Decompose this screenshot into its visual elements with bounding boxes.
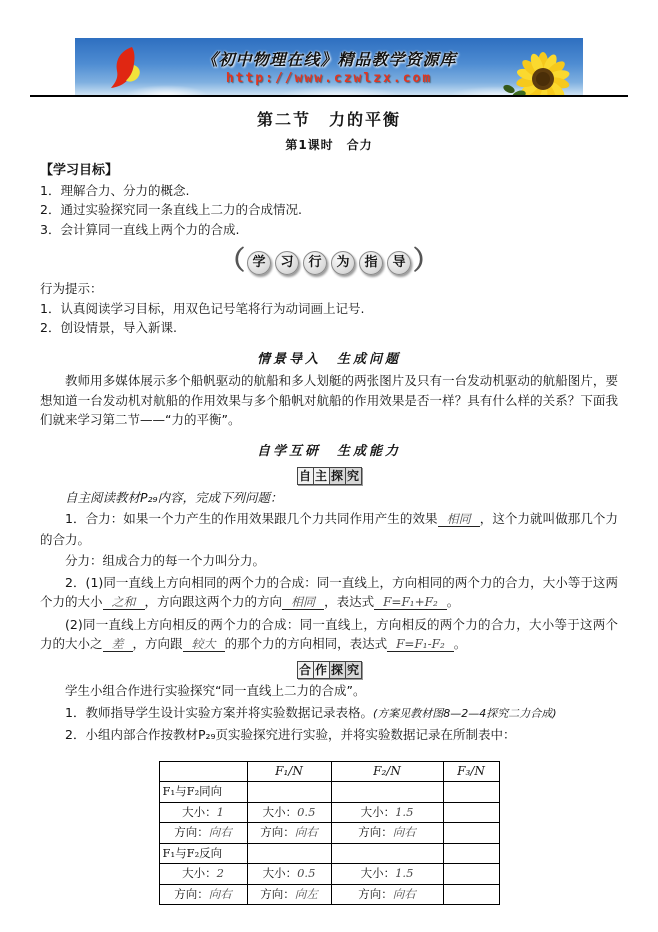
table-cell (159, 884, 247, 905)
table-row (159, 884, 499, 905)
document-body (40, 161, 618, 905)
q2b-text-mid1: ，方向跟 (132, 636, 183, 651)
table-cell (331, 802, 443, 823)
table-row (159, 864, 499, 885)
cell-label: 大小： (262, 866, 298, 880)
q2b-text-post: 。 (453, 636, 467, 651)
behavior-header: 行为提示： (40, 281, 103, 296)
table-header-cell: F₁/N (247, 761, 331, 782)
table-cell (247, 884, 331, 905)
cell-value: 1.5 (395, 866, 414, 880)
table-cell (443, 802, 499, 823)
decor-left-paren: （ (218, 246, 245, 276)
q2b-formula-blank: F=F₁-F₂ (387, 637, 454, 652)
table-header-cell: F₃/N (443, 761, 499, 782)
cell-value: 1 (216, 804, 224, 819)
cell-value: 向右 (208, 825, 232, 839)
q2b-text-mid2: 的那个力的方向相同，表达式 (224, 636, 388, 651)
coop-intro: 学生小组合作进行实验探究“同一直线上二力的合成”。 (65, 683, 366, 698)
table-cell (331, 782, 443, 803)
badge-boxes (297, 661, 362, 679)
q2b-text-pre: (2)同一直线上方向相反的两个力的合成：同一直线上，方向相反的两个力的合力，大小等于这两个力的大小之 (40, 616, 618, 651)
table-row (159, 802, 499, 823)
cell-label: 大小： (360, 804, 396, 819)
table-row (159, 782, 499, 803)
cooperative-badge (40, 660, 618, 680)
banner-title: 《初中物理在线》精品教学资源库 (201, 50, 457, 69)
fenli-line: 分力：组成合力的每一个力叫分力。 (65, 553, 266, 568)
table-header-cell (159, 761, 247, 782)
guide-char-bubble: 行 (303, 251, 327, 275)
q2b-answer-blank-1: 差 (103, 637, 133, 652)
table-cell (443, 864, 499, 885)
badge-char: 探 (330, 468, 346, 484)
table-cell (159, 864, 247, 885)
site-banner (75, 38, 583, 95)
badge-char: 作 (314, 662, 330, 678)
guide-char-bubble: 指 (359, 251, 383, 275)
table-cell (331, 823, 443, 844)
badge-char: 合 (298, 662, 314, 678)
cell-label: 方向： (358, 825, 393, 839)
objective-item: 3．会计算同一直线上两个力的合成. (40, 221, 240, 237)
cell-value: 1.5 (395, 804, 414, 819)
cell-label: 大小： (262, 804, 298, 819)
table-cell (247, 823, 331, 844)
table-cell (443, 884, 499, 905)
cell-label: 方向： (260, 886, 295, 901)
q2a-answer-blank-1: 之和 (103, 595, 145, 610)
cell-value: 向右 (208, 886, 232, 901)
table-cell (331, 884, 443, 905)
q2a-answer-blank-2: 相同 (282, 595, 324, 610)
table-cell (443, 823, 499, 844)
cell-label: 方向： (260, 825, 295, 839)
q1-answer-blank: 相同 (438, 512, 480, 527)
cell-value: 0.5 (297, 866, 316, 880)
coop-item-2: 2．小组内部合作按教材P₂₉页实验探究进行实验，并将实验数据记录在所制表中： (65, 727, 516, 742)
table-row (159, 823, 499, 844)
cell-label: 方向： (358, 886, 393, 901)
coop-item-1-text: 1．教师指导学生设计实验方案并将实验数据记录表格。 (65, 704, 373, 720)
table-cell (159, 802, 247, 823)
q2a-text-mid2: ，表达式 (324, 594, 375, 609)
site-logo-icon (103, 44, 149, 92)
cell-value: 向右 (294, 825, 318, 839)
table-cell: F₁与F₂同向 (159, 782, 247, 803)
page-subtitle: 第1课时 合力 (285, 138, 373, 152)
question-2a (40, 573, 618, 613)
table-cell (443, 782, 499, 803)
guide-char-bubble: 习 (275, 251, 299, 275)
coop-item-1-note: (方案见教材图8—2—4探究二力合成) (372, 706, 557, 720)
table-cell (247, 864, 331, 885)
badge-char: 究 (346, 469, 359, 483)
q2a-text-post: 。 (446, 594, 460, 609)
q2b-answer-blank-2: 较大 (183, 637, 225, 652)
coop-item-1 (40, 703, 618, 724)
table-cell (247, 782, 331, 803)
table-cell (443, 843, 499, 864)
table-cell (247, 843, 331, 864)
table-cell (331, 843, 443, 864)
self-study-badge (40, 466, 618, 486)
behavior-item: 1．认真阅读学习目标，用双色记号笔将行为动词画上记号. (40, 300, 365, 316)
cell-label: 大小： (182, 804, 217, 819)
badge-char: 究 (346, 662, 359, 677)
table-row (159, 843, 499, 864)
divider (30, 95, 628, 97)
table-cell (159, 823, 247, 844)
cell-label: 大小： (182, 866, 217, 880)
badge-boxes (297, 467, 362, 485)
sunflower-icon (491, 41, 583, 95)
badge-char: 探 (330, 662, 346, 678)
read-instruction: 自主阅读教材P₂₉内容，完成下列问题： (65, 489, 283, 505)
q1-text-pre: 1．合力：如果一个力产生的作用效果跟几个力共同作用产生的效果 (65, 511, 438, 526)
badge-char: 自 (298, 468, 314, 484)
section-header-scene: 情景导入 生成问题 (256, 351, 401, 367)
q2a-text-pre: 2．(1)同一直线上方向相同的两个力的合成：同一直线上，方向相同的两个力的合力，大小等于这两个力的大小 (40, 574, 618, 609)
decor-right-paren: ） (413, 246, 440, 276)
banner-url: http://www.czwlzx.com (225, 71, 433, 86)
table-header-cell: F₂/N (331, 761, 443, 782)
guide-char-bubble: 导 (387, 251, 411, 275)
table-header-row (159, 761, 499, 782)
cell-label: 方向： (174, 886, 209, 901)
cell-value: 向右 (392, 886, 416, 901)
table-cell (331, 864, 443, 885)
experiment-data-table (159, 761, 500, 906)
q1-text-post: ，这个力就叫做那几个力的合力。 (40, 511, 618, 547)
cell-label: 大小： (360, 866, 396, 880)
table-cell: F₁与F₂反向 (159, 843, 247, 864)
cell-value: 向左 (294, 886, 318, 901)
objective-item: 2．通过实验探究同一条直线上二力的合成情况. (40, 202, 302, 217)
q2a-formula-blank: F=F₁+F₂ (374, 595, 447, 610)
cell-value: 向右 (392, 825, 416, 839)
guide-char-bubble: 学 (247, 251, 271, 275)
cell-value: 2 (216, 866, 224, 880)
page-title: 第二节 力的平衡 (256, 110, 401, 129)
behavior-item: 2．创设情景，导入新课. (40, 320, 177, 335)
question-1 (40, 509, 618, 549)
badge-char: 主 (314, 468, 330, 484)
scene-paragraph: 教师用多媒体展示多个船帆驱动的航船和多人划艇的两张图片及只有一台发动机驱动的航船图片，要想知道一台发动机对航船的作用效果与多个船帆对航船的作用效果是否一样？具有什么样的关系？下面我们就来学习第二节——“力的平衡”。 (40, 373, 618, 427)
guide-banner (40, 246, 618, 276)
cell-label: 方向： (174, 825, 209, 839)
objectives-header: 【学习目标】 (40, 163, 119, 178)
question-2b (40, 615, 618, 655)
section-header-study: 自学互研 生成能力 (256, 443, 401, 459)
cell-value: 0.5 (297, 804, 316, 819)
guide-char-bubble: 为 (331, 251, 355, 275)
table-cell (247, 802, 331, 823)
objective-item: 1．理解合力、分力的概念. (40, 182, 190, 198)
q2a-text-mid1: ，方向跟这两个力的方向 (144, 594, 283, 609)
